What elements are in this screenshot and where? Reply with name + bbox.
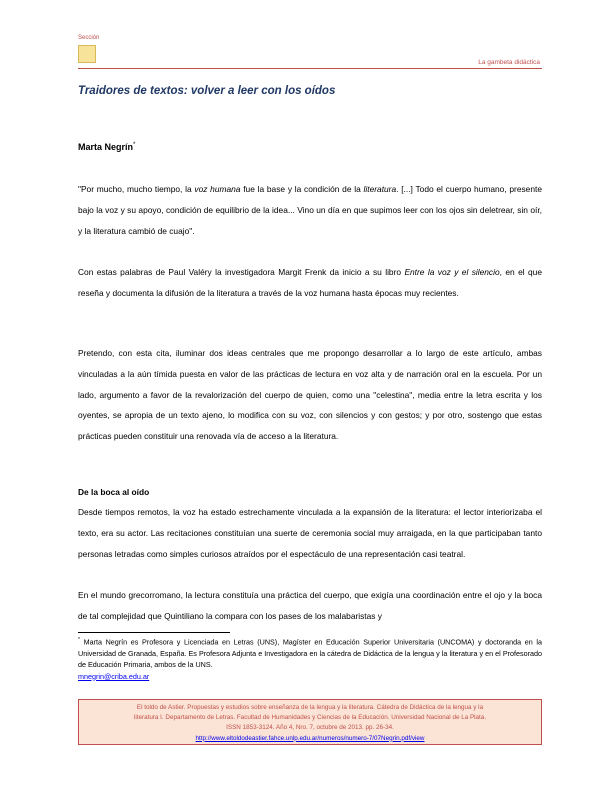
section-logo xyxy=(78,45,96,63)
paragraph-greco-roman: En el mundo grecorromano, la lectura constituía una práctica del cuerpo, que exigía una coordinación entre el ojo y la boca de tal complejidad que Quintiliano la compara con los pases de los malabaristas y xyxy=(78,590,542,621)
footer-line-2: literatura I. Departamento de Letras. Facultad de Humanidades y Ciencias de la Educación. Universidad Nacional de La Plata. xyxy=(133,714,487,722)
publication-footer xyxy=(78,699,542,745)
author-footnote: * Marta Negrín es Profesora y Licenciada en Letras (UNS), Magíster en Educación Superior Universitaria (UNCOMA) y doctoranda en la Universidad de Granada, España. Es Profesora Adjunta e Investigadora en la cátedra de Didáctica de la lengua y la literatura y en el Profesorado de Educación Primaria, ambos de la UNS. mnegrin@criba.edu.ar xyxy=(78,637,542,681)
paragraph-thesis: Pretendo, con esta cita, iluminar dos ideas centrales que me propongo desarrollar a lo largo de este artículo, ambas vinculadas a la aún tímida puesta en valor de las prácticas de lectura en voz alta y de narración oral en la escuela. Por un lado, argumento a favor de la revalorización del cuerpo de quien, como una "celestina", media entre la letra escrita y los oyentes, se apropia de un texto ajeno, lo modifica con su voz, con silencios y con gestos; y por otro, sostengo que estas prácticas pueden constituir una renovada vía de acceso a la literatura. xyxy=(78,348,542,442)
header-section-title: La gambeta didáctica xyxy=(478,59,540,66)
author-name xyxy=(78,142,135,152)
section-subheading: De la boca al oído xyxy=(78,487,150,497)
opening-quote: "Por mucho, mucho tiempo, la voz humana fue la base y la condición de la literatura. [...] Todo el cuerpo humano, presente bajo la voz y su apoyo, condición de equilibrio de la idea... Vino un día en que supimos leer con los ojos sin deletrear, sin oír, y la literatura cambió de cuajo". xyxy=(78,184,542,236)
footer-line-1: El toldo de Astier. Propuestas y estudios sobre enseñanza de la lengua y la literatura. Cátedra de Didáctica de la lengua y la xyxy=(136,704,484,711)
author-name-text: Marta Negrín xyxy=(78,142,134,152)
footer-url-link[interactable]: http://www.eltoldodeastier.fahce.unlp.edu.ar/numeros/numero-7/07Negrin.pdf/view xyxy=(195,734,425,742)
author-email-link[interactable]: mnegrin@criba.edu.ar xyxy=(78,671,150,681)
header-divider xyxy=(78,68,542,69)
footnote-divider xyxy=(78,632,230,633)
author-note-marker[interactable]: * xyxy=(133,142,136,148)
paragraph-valery: Con estas palabras de Paul Valéry la investigadora Margit Frenk da inicio a su libro Entre la voz y el silencio, en el que reseña y documenta la difusión de la literatura a través de la voz humana hasta épocas muy recientes. xyxy=(78,267,542,298)
section-label: Sección xyxy=(78,35,100,41)
paragraph-history: Desde tiempos remotos, la voz ha estado estrechamente vinculada a la expansión de la literatura: el lector interiorizaba el texto, era su actor. Las recitaciones constituían una suerte de ceremonia social muy arraigada, en la que participaban tanto personas letradas como simples curiosos atraídos por el espectáculo de una representación casi teatral. xyxy=(78,507,542,559)
article-title: Traidores de textos: volver a leer con los oídos xyxy=(78,85,336,97)
footer-line-3: ISSN 1853-3124. Año 4, Nro. 7, octubre de 2013. pp. 26-34. xyxy=(226,724,394,732)
